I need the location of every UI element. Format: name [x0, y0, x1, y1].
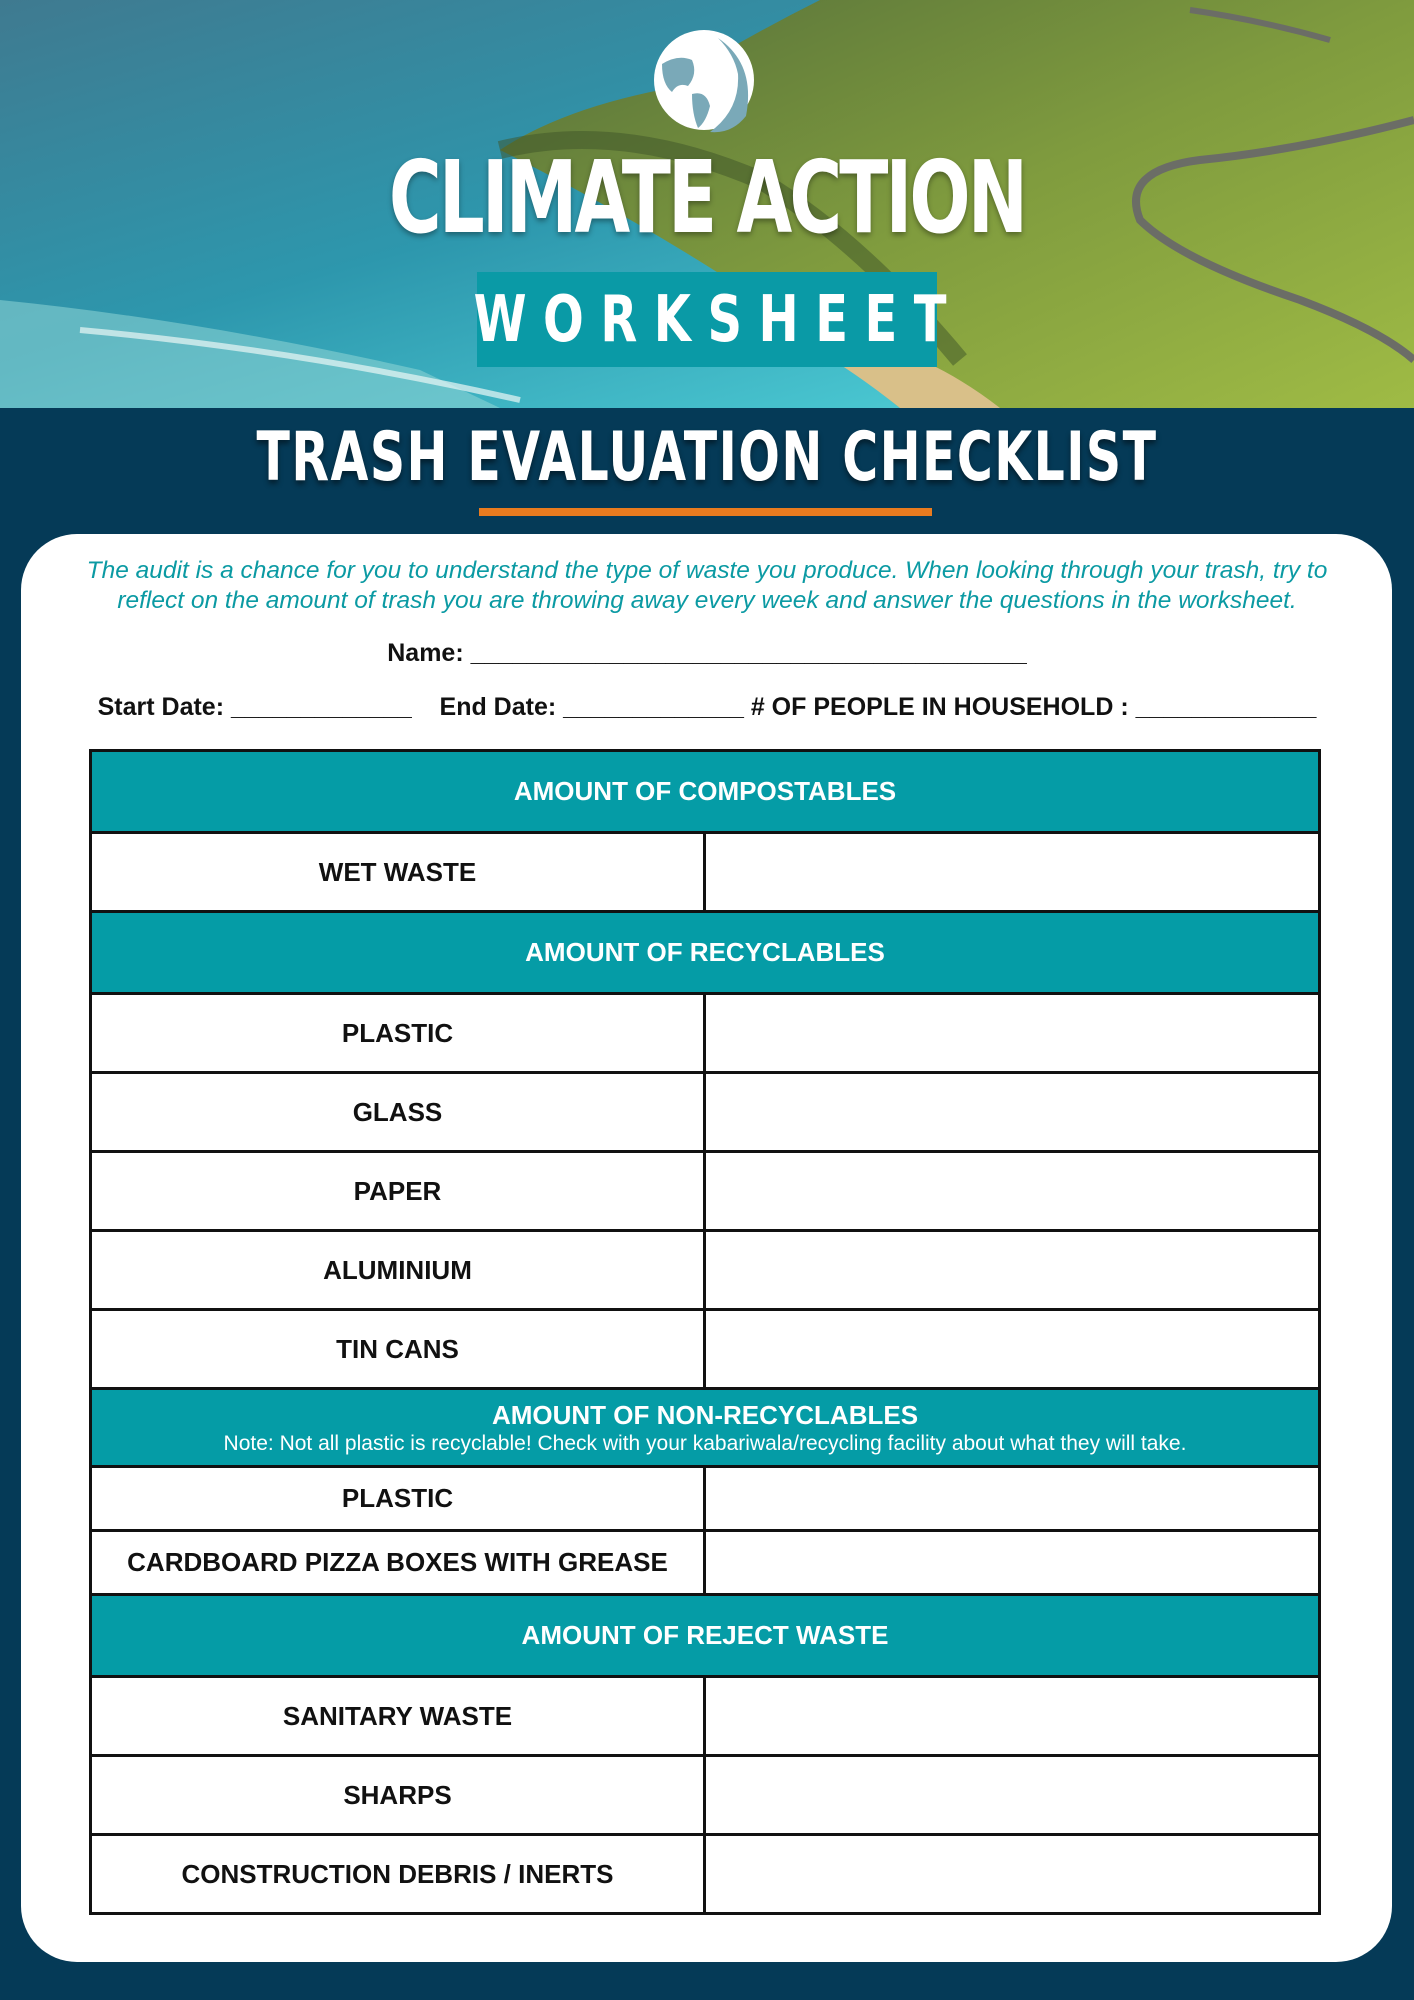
- worksheet-badge: [473, 272, 963, 367]
- table-row: [91, 994, 1320, 1073]
- table-row: [91, 1152, 1320, 1231]
- row-label: PAPER: [91, 1152, 705, 1231]
- intro-line-2: reflect on the amount of trash you are throwing away every week and answer the questions in the worksheet.: [117, 587, 1297, 614]
- row-label: PLASTIC: [91, 1467, 705, 1531]
- row-label: TIN CANS: [91, 1310, 705, 1389]
- worksheet-badge-text: WORKSHEET: [473, 282, 963, 357]
- table-row: [91, 1310, 1320, 1389]
- table-row: [91, 1756, 1320, 1835]
- section-title: TRASH EVALUATION CHECKLIST: [256, 418, 1158, 497]
- non-recyclables-note: Note: Not all plastic is recyclable! Check with your kabariwala/recycling facility about what they will take.: [223, 1431, 1187, 1455]
- non-recyclables-header: [91, 1389, 1320, 1467]
- amount-cell[interactable]: [705, 1152, 1320, 1231]
- table-row: [91, 1677, 1320, 1756]
- amount-cell[interactable]: [705, 1677, 1320, 1756]
- table-row: [91, 1531, 1320, 1595]
- amount-cell[interactable]: [705, 1310, 1320, 1389]
- table-row: [91, 833, 1320, 912]
- intro-line-1: The audit is a chance for you to understand the type of waste you produce. When looking through your trash, try to: [86, 557, 1328, 584]
- row-label: WET WASTE: [91, 833, 705, 912]
- amount-cell[interactable]: [705, 833, 1320, 912]
- amount-cell[interactable]: [705, 994, 1320, 1073]
- table-row: [91, 1467, 1320, 1531]
- row-label: SHARPS: [91, 1756, 705, 1835]
- compostables-header: AMOUNT OF COMPOSTABLES: [91, 751, 1320, 833]
- row-label: PLASTIC: [91, 994, 705, 1073]
- trash-checklist-table: [89, 749, 1321, 1915]
- title-underline: [479, 508, 932, 516]
- row-label: SANITARY WASTE: [91, 1677, 705, 1756]
- row-label: GLASS: [91, 1073, 705, 1152]
- intro-text: [0, 556, 1414, 616]
- amount-cell[interactable]: [705, 1467, 1320, 1531]
- dates-household-field[interactable]: Start Date: _____________ End Date: _____________ # OF PEOPLE IN HOUSEHOLD : _____________: [97, 693, 1317, 721]
- amount-cell[interactable]: [705, 1531, 1320, 1595]
- reject-waste-header: AMOUNT OF REJECT WASTE: [91, 1595, 1320, 1677]
- header-banner: [0, 0, 1414, 408]
- amount-cell[interactable]: [705, 1756, 1320, 1835]
- recyclables-header: AMOUNT OF RECYCLABLES: [91, 912, 1320, 994]
- globe-icon: [648, 24, 764, 140]
- amount-cell[interactable]: [705, 1231, 1320, 1310]
- amount-cell[interactable]: [705, 1835, 1320, 1914]
- table-row: [91, 1835, 1320, 1914]
- row-label: ALUMINIUM: [91, 1231, 705, 1310]
- page-title: CLIMATE ACTION: [388, 139, 1026, 256]
- amount-cell[interactable]: [705, 1073, 1320, 1152]
- table-row: [91, 1073, 1320, 1152]
- name-field[interactable]: Name: ________________________________________: [387, 639, 1027, 667]
- table-row: [91, 1231, 1320, 1310]
- row-label: CONSTRUCTION DEBRIS / INERTS: [91, 1835, 705, 1914]
- non-recyclables-heading: AMOUNT OF NON-RECYCLABLES: [491, 1399, 919, 1430]
- row-label: CARDBOARD PIZZA BOXES WITH GREASE: [91, 1531, 705, 1595]
